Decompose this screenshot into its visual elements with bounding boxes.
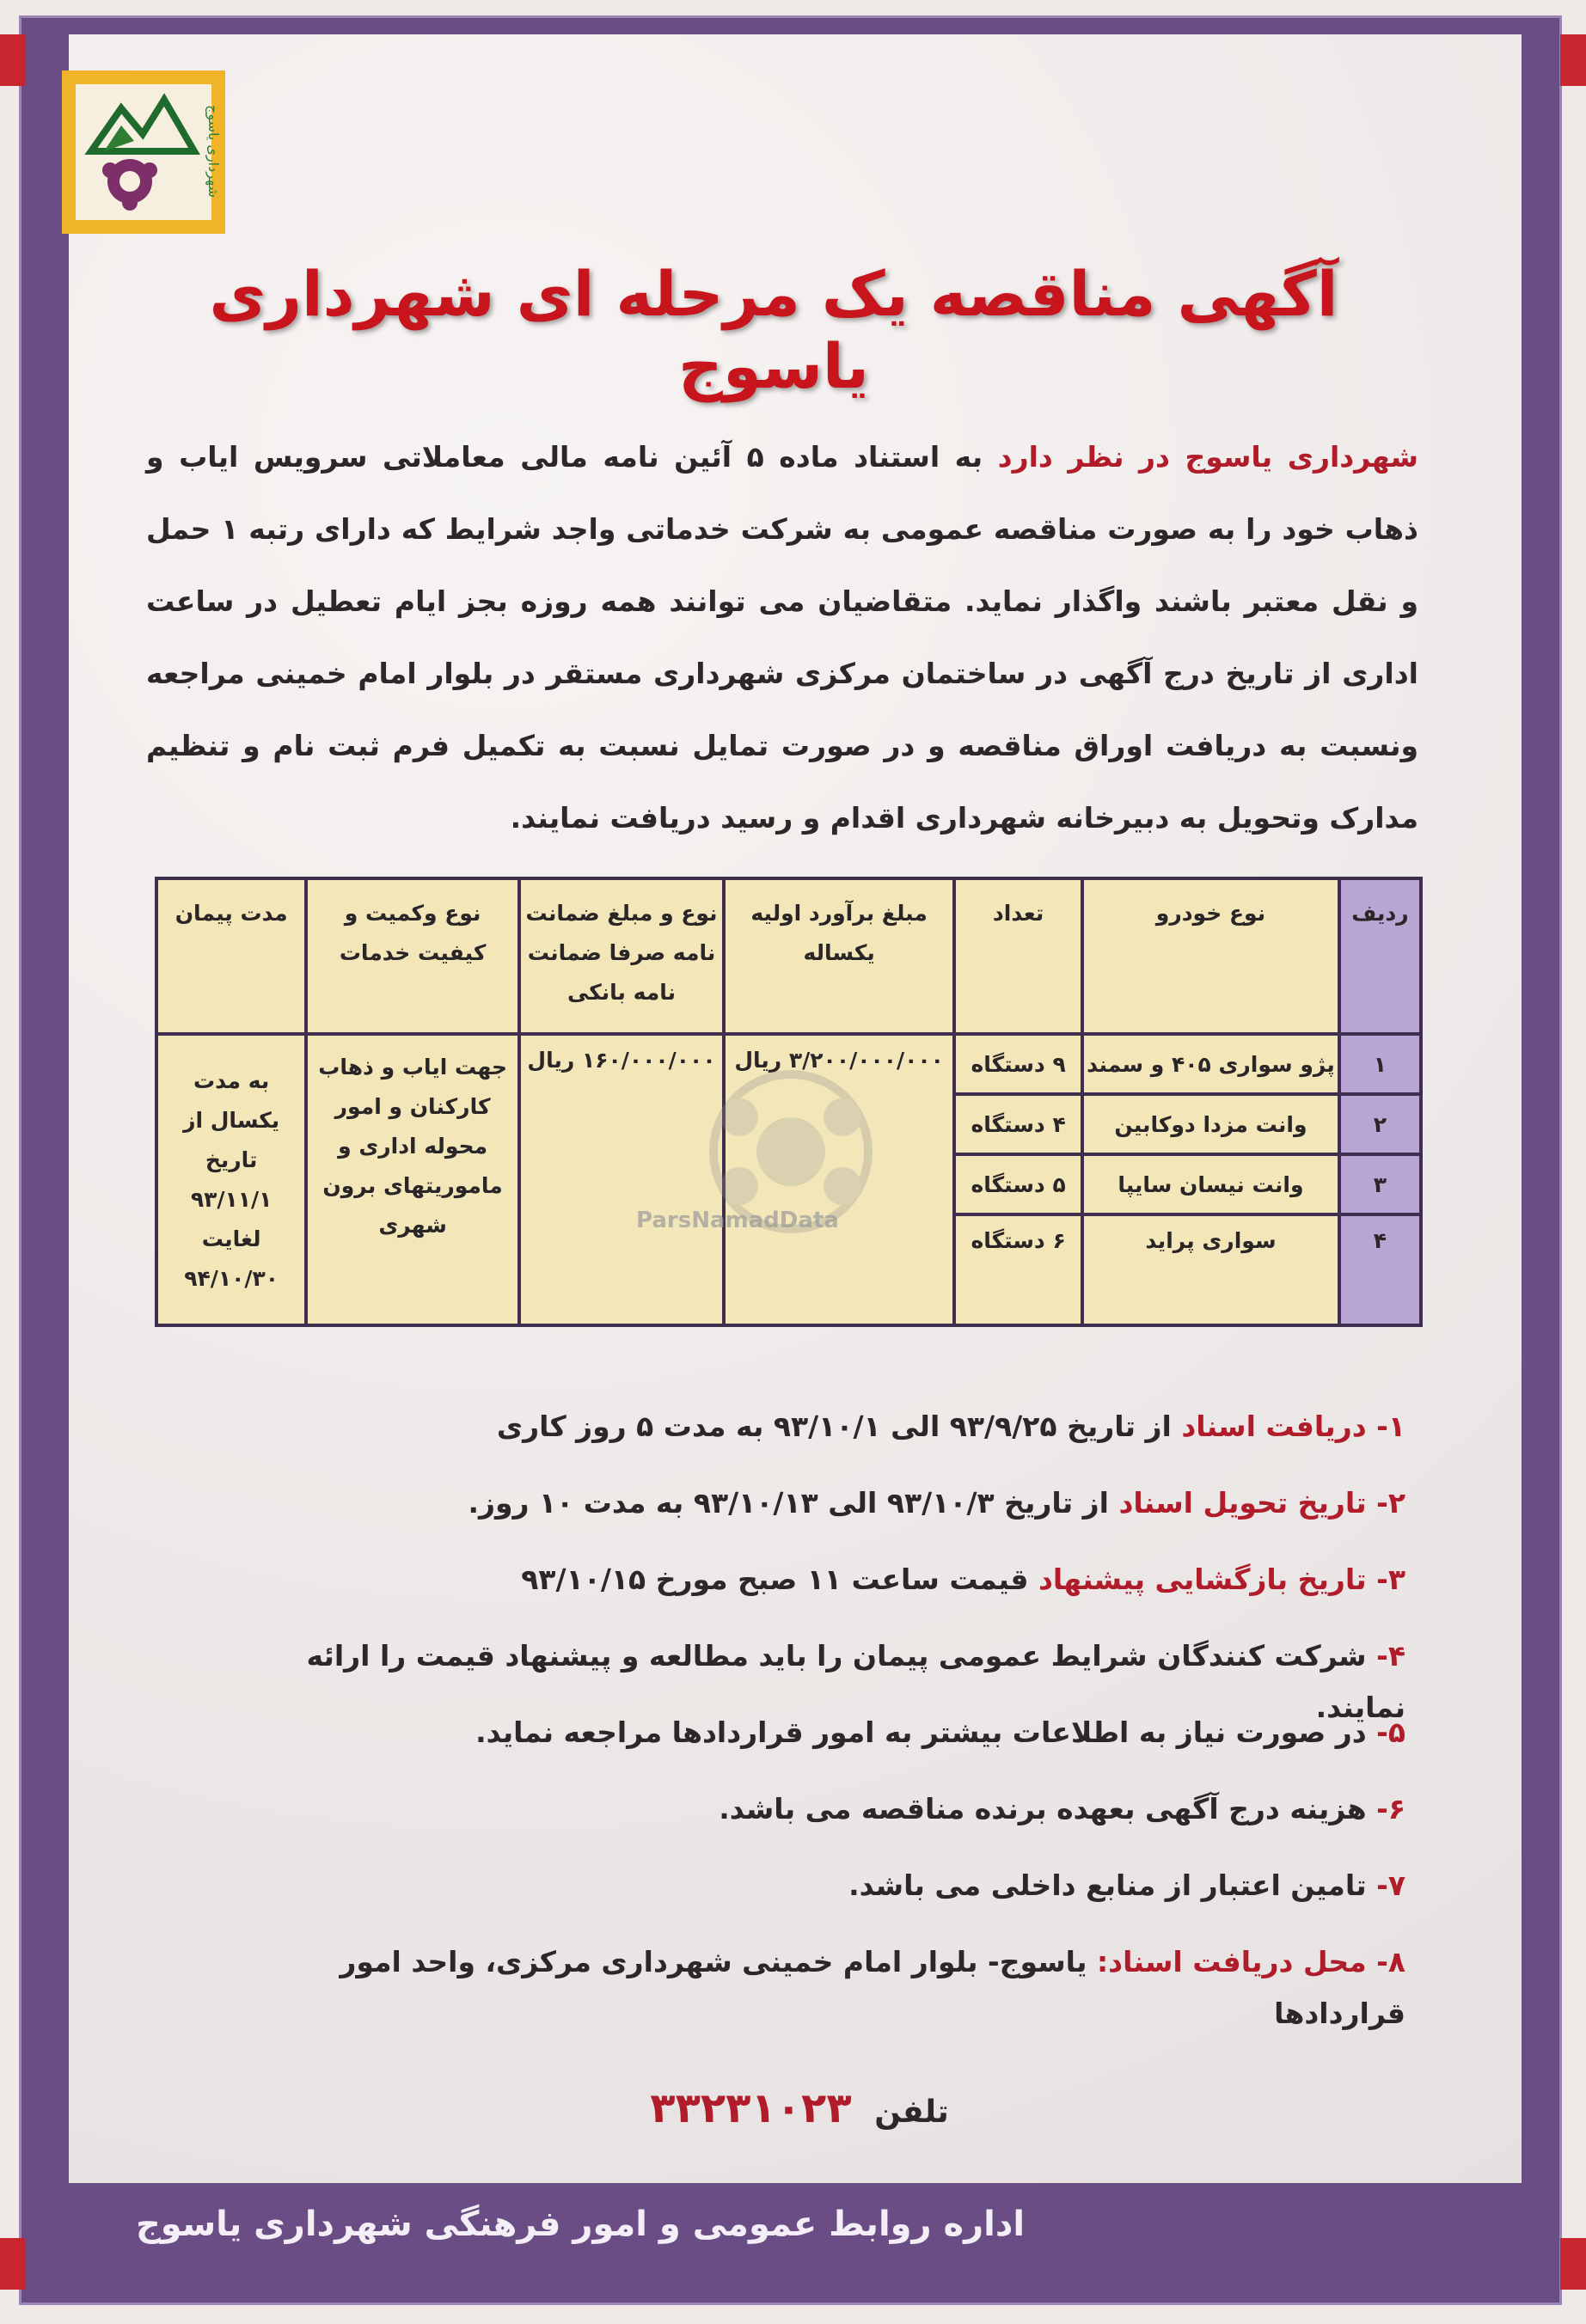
condition-number: ۲- [1376, 1486, 1405, 1520]
cell-vehicle: پژو سواری ۴۰۵ و سمند [1082, 1034, 1339, 1094]
cell-count: ۹ دستگاه [954, 1034, 1082, 1094]
condition-text: هزینه درج آگهی بعهده برنده مناقصه می باشد. [719, 1792, 1367, 1826]
header-guarantee: نوع و مبلغ ضمانت نامه صرفا ضمانت نامه بانکی [519, 878, 724, 1034]
header-row-number: ردیف [1339, 878, 1421, 1034]
phone-label: تلفن [874, 2095, 949, 2130]
corner-mark [1560, 34, 1586, 86]
cell-vehicle: وانت مزدا دوکابین [1082, 1094, 1339, 1154]
condition-number: ۶- [1376, 1792, 1405, 1826]
cell-row-number: ۱ [1339, 1034, 1421, 1094]
table-row [156, 1034, 1421, 1094]
condition-number: ۸- [1376, 1945, 1405, 1978]
cell-vehicle: سواری پراید [1082, 1214, 1339, 1325]
table-header-row [156, 878, 1421, 1034]
cell-duration: به مدت یکسال از تاریخ ۹۳/۱۱/۱ لغایت ۹۴/۱۰/۳۰ [156, 1034, 306, 1325]
condition-text: از تاریخ ۹۳/۹/۲۵ الی ۹۳/۱۰/۱ به مدت ۵ روز کاری [496, 1410, 1172, 1443]
condition-text: از تاریخ ۹۳/۱۰/۳ الی ۹۳/۱۰/۱۳ به مدت ۱۰ روز. [468, 1486, 1109, 1520]
list-item [305, 1707, 1405, 1783]
condition-number: ۳- [1376, 1563, 1405, 1596]
mountain-emblem-icon [83, 91, 203, 220]
page-title: آگهی مناقصه یک مرحله ای شهرداری یاسوج [209, 258, 1338, 402]
condition-number: ۱- [1376, 1410, 1405, 1443]
condition-label: تاریخ بازگشایی پیشنهاد [1038, 1563, 1367, 1596]
condition-text: قیمت ساعت ۱۱ صبح مورخ ۹۳/۱۰/۱۵ [521, 1563, 1029, 1596]
list-item [305, 1401, 1405, 1477]
corner-mark [1560, 2238, 1586, 2290]
condition-text: شرکت کنندگان شرایط عمومی پیمان را باید مطالعه و پیشنهاد قیمت را ارائه نمایند. [306, 1639, 1405, 1724]
header-duration: مدت پیمان [156, 878, 306, 1034]
cell-count: ۴ دستگاه [954, 1094, 1082, 1154]
cell-row-number: ۲ [1339, 1094, 1421, 1154]
list-item [305, 1630, 1405, 1724]
cell-row-number: ۴ [1339, 1214, 1421, 1325]
cell-count: ۶ دستگاه [954, 1214, 1082, 1325]
list-item [305, 1554, 1405, 1630]
watermark-text: ParsNamadData [636, 1208, 839, 1233]
phone-line [619, 2084, 980, 2132]
tender-table [155, 877, 1423, 1327]
intro-lead: شهرداری یاسوج در نظر دارد [997, 440, 1419, 474]
list-item [305, 1936, 1405, 2030]
list-item [305, 1783, 1405, 1860]
cell-row-number: ۳ [1339, 1154, 1421, 1214]
cell-guarantee: ۱۶۰/۰۰۰/۰۰۰ ریال [519, 1034, 724, 1325]
condition-number: ۵- [1376, 1715, 1405, 1749]
cell-count: ۵ دستگاه [954, 1154, 1082, 1214]
conditions-list [305, 1401, 1405, 2030]
condition-label: دریافت اسناد [1181, 1410, 1367, 1443]
condition-number: ۴- [1376, 1639, 1405, 1673]
condition-text: یاسوج- بلوار امام خمینی شهرداری مرکزی، واحد امور قراردادها [340, 1945, 1405, 2030]
logo-caption: شهرداری یاسوج [205, 105, 222, 198]
cell-service: جهت ایاب و ذهاب کارکنان و امور محوله اداری و ماموریتهای برون شهری [306, 1034, 519, 1325]
list-item [305, 1860, 1405, 1936]
intro-body: به استناد ماده ۵ آئین نامه مالی معاملاتی سرویس ایاب و ذهاب خود را به صورت مناقصه عمومی به شرکت خدماتی واجد شرایط که دارای رتبه ۱ حمل و نقل معتبر باشند واگذار نماید. متقاضیان می توانند همه روزه بجز ایام تعطیل در ساعت اداری از تاریخ درج آگهی در ساختمان مرکزی شهرداری مستقر در بلوار امام خمینی مراجعه ونسبت به دریافت اوراق مناقصه و در صورت تمایل نسبت به تکمیل فرم ثبت نام و تنظیم مدارک وتحویل به دبیرخانه شهرداری اقدام و رسید دریافت نمایند. [146, 440, 1418, 835]
corner-mark [0, 34, 26, 86]
condition-text: در صورت نیاز به اطلاعات بیشتر به امور قراردادها مراجعه نماید. [475, 1715, 1367, 1749]
phone-number: ۳۳۲۳۱۰۲۳ [650, 2084, 852, 2132]
cell-estimate: ۳/۲۰۰/۰۰۰/۰۰۰ ریال [724, 1034, 954, 1325]
list-item [305, 1477, 1405, 1554]
condition-text: تامین اعتبار از منابع داخلی می باشد. [848, 1868, 1367, 1902]
footer-department: اداره روابط عمومی و امور فرهنگی شهرداری یاسوج [129, 2205, 1032, 2244]
header-service: نوع وکمیت و کیفیت خدمات [306, 878, 519, 1034]
intro-paragraph [146, 421, 1418, 854]
condition-label: محل دریافت اسناد: [1096, 1945, 1367, 1978]
header-vehicle: نوع خودرو [1082, 878, 1339, 1034]
cell-vehicle: وانت نیسان سایپا [1082, 1154, 1339, 1214]
header-count: تعداد [954, 878, 1082, 1034]
municipality-logo [62, 70, 225, 234]
header-estimate: مبلغ برآورد اولیه یکساله [724, 878, 954, 1034]
condition-label: تاریخ تحویل اسناد [1118, 1486, 1367, 1520]
corner-mark [0, 2238, 26, 2290]
condition-number: ۷- [1376, 1868, 1405, 1902]
